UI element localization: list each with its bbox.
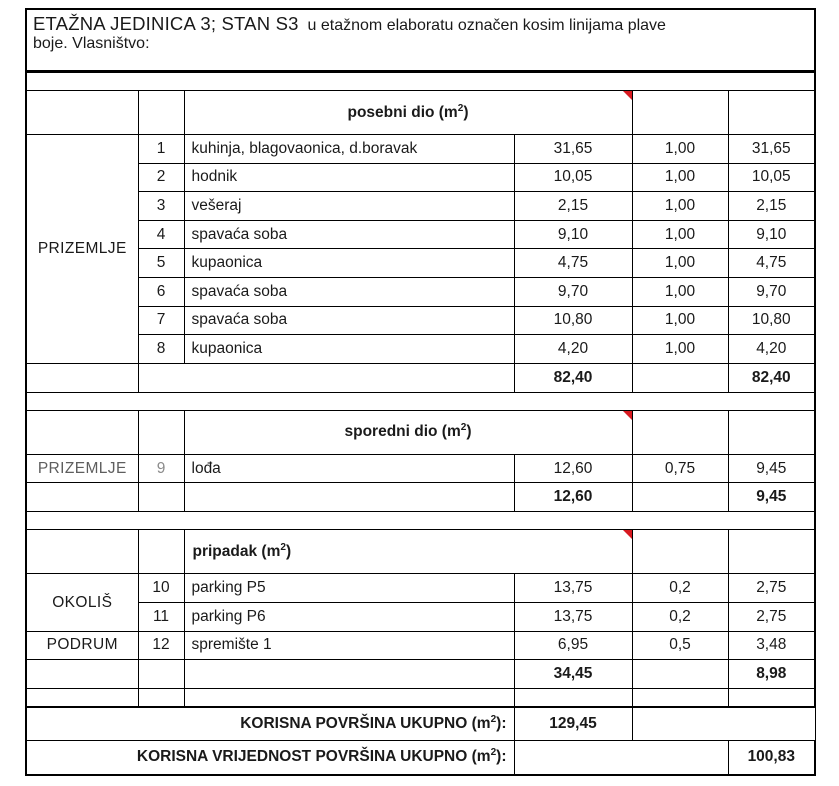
section-header-pad-left (26, 530, 138, 574)
total-area-pad (632, 707, 815, 741)
coefficient: 1,00 (632, 135, 728, 164)
section-header-pad-left (26, 91, 138, 135)
sum-weighted-area: 8,98 (728, 660, 815, 689)
sum-pad-num (138, 660, 184, 689)
section-header-pad-vrij (728, 530, 815, 574)
row-number: 12 (138, 631, 184, 660)
room-name: spremište 1 (184, 631, 514, 660)
weighted-area: 2,75 (728, 574, 815, 603)
spacer-row-top (26, 73, 815, 91)
spacer-row-3 (26, 689, 815, 707)
spacer-cell (26, 512, 815, 530)
sum-pad-name (138, 363, 514, 392)
section-header-pad-num (138, 410, 184, 454)
comment-flag-icon[interactable] (623, 530, 632, 539)
section-sum-pripadak (26, 660, 815, 689)
room-area: 4,20 (514, 335, 632, 364)
room-area: 4,75 (514, 249, 632, 278)
sum-pad-name (184, 660, 514, 689)
room-area: 31,65 (514, 135, 632, 164)
room-area: 10,05 (514, 163, 632, 192)
section-header-pad-vrij (728, 91, 815, 135)
sum-pad-left (26, 660, 138, 689)
total-value-pad (514, 741, 728, 775)
section-title-posebni-dio: posebni dio $(m^2)$ (184, 91, 632, 135)
coefficient: 1,00 (632, 306, 728, 335)
table-row (26, 631, 815, 660)
coefficient: 1,00 (632, 163, 728, 192)
section-sum-posebni-dio (26, 363, 815, 392)
total-row-korisna-povrsina (26, 707, 815, 741)
section-header-pad-vrij (728, 410, 815, 454)
table-row (26, 574, 815, 603)
comment-flag-icon[interactable] (623, 411, 632, 420)
section-header-pripadak (26, 530, 815, 574)
room-name: parking P5 (184, 574, 514, 603)
row-number: 4 (138, 220, 184, 249)
weighted-area: 2,75 (728, 602, 815, 631)
section-sum-sporedni-dio (26, 483, 815, 512)
sum-pad-koef (632, 483, 728, 512)
section-header-sporedni-dio (26, 410, 815, 454)
room-area: 6,95 (514, 631, 632, 660)
sum-area: 12,60 (514, 483, 632, 512)
room-name: kupaonica (184, 249, 514, 278)
unit-exponent: 2 (280, 541, 286, 553)
section-title-sporedni-dio: sporedni dio $(m^2)$ (184, 410, 632, 454)
weighted-area: 9,45 (728, 454, 815, 483)
coefficient: 1,00 (632, 277, 728, 306)
etaza-worksheet (25, 8, 814, 776)
total-area-value: 129,45 (514, 707, 632, 741)
room-area: 13,75 (514, 574, 632, 603)
sum-weighted-area: 82,40 (728, 363, 815, 392)
sum-pad-name (184, 483, 514, 512)
room-name: spavaća soba (184, 277, 514, 306)
coefficient: 1,00 (632, 335, 728, 364)
sum-pad-koef (632, 363, 728, 392)
weighted-area: 9,10 (728, 220, 815, 249)
room-area: 10,80 (514, 306, 632, 335)
unit-description: u etažnom elaboratu označen kosim linijama plave (307, 17, 666, 34)
total-row-korisna-vrijednost (26, 741, 815, 775)
weighted-area: 4,20 (728, 335, 815, 364)
floor-label-podrum: PODRUM (26, 631, 138, 660)
floor-label-prizemlje: PRIZEMLJE (26, 454, 138, 483)
table-row (26, 192, 815, 221)
spacer-cell (26, 392, 815, 410)
total-value-label: KORISNA VRIJEDNOST POVRŠINA UKUPNO $(m^2)$: (26, 741, 514, 775)
sum-area: 34,45 (514, 660, 632, 689)
table-row (26, 335, 815, 364)
room-name: kuhinja, blagovaonica, d.boravak (184, 135, 514, 164)
section-header-pad-koef (632, 530, 728, 574)
section-header-pad-num (138, 91, 184, 135)
coefficient: 1,00 (632, 192, 728, 221)
title-block-table (25, 8, 816, 72)
table-row (26, 163, 815, 192)
table-row (26, 454, 815, 483)
spacer-cell (514, 689, 632, 707)
room-area: 13,75 (514, 602, 632, 631)
room-area: 9,10 (514, 220, 632, 249)
room-name: spavaća soba (184, 220, 514, 249)
coefficient: 0,2 (632, 602, 728, 631)
room-name: parking P6 (184, 602, 514, 631)
section-header-pad-left (26, 410, 138, 454)
unit-exponent: 2 (490, 747, 497, 759)
document-title-cell (26, 9, 815, 71)
spacer-cell (26, 689, 138, 707)
weighted-area: 10,05 (728, 163, 815, 192)
row-number: 2 (138, 163, 184, 192)
sum-pad-left (26, 483, 138, 512)
row-number: 3 (138, 192, 184, 221)
table-row (26, 135, 815, 164)
ownership-line: boje. Vlasništvo: (33, 35, 150, 53)
row-number: 10 (138, 574, 184, 603)
coefficient: 1,00 (632, 249, 728, 278)
spacer-cell (26, 73, 815, 91)
table-row (26, 220, 815, 249)
room-name: kupaonica (184, 335, 514, 364)
coefficient: 0,5 (632, 631, 728, 660)
row-number: 9 (138, 454, 184, 483)
sum-pad-left (26, 363, 138, 392)
unit-exponent: 2 (460, 422, 467, 434)
spacer-cell (184, 689, 514, 707)
weighted-area: 3,48 (728, 631, 815, 660)
table-row (26, 306, 815, 335)
weighted-area: 9,70 (728, 277, 815, 306)
unit-designation: ETAŽNA JEDINICA 3; STAN S3 (33, 13, 299, 34)
coefficient: 0,75 (632, 454, 728, 483)
section-header-pad-koef (632, 410, 728, 454)
coefficient: 1,00 (632, 220, 728, 249)
total-value-value: 100,83 (728, 741, 815, 775)
sum-pad-num (138, 483, 184, 512)
section-header-pad-koef (632, 91, 728, 135)
floor-label-okolis: OKOLIŠ (26, 574, 138, 631)
table-row (26, 602, 815, 631)
weighted-area: 31,65 (728, 135, 815, 164)
row-number: 11 (138, 602, 184, 631)
coefficient: 0,2 (632, 574, 728, 603)
table-row (26, 277, 815, 306)
section-header-posebni-dio (26, 91, 815, 135)
spacer-cell (632, 689, 728, 707)
room-name: vešeraj (184, 192, 514, 221)
row-number: 6 (138, 277, 184, 306)
unit-exponent: 2 (457, 102, 464, 114)
row-number: 5 (138, 249, 184, 278)
room-area: 2,15 (514, 192, 632, 221)
room-area: 9,70 (514, 277, 632, 306)
unit-exponent: 2 (490, 713, 497, 725)
title-row (26, 9, 815, 71)
room-name: lođa (184, 454, 514, 483)
sum-pad-koef (632, 660, 728, 689)
spacer-row-1 (26, 392, 815, 410)
total-area-label: KORISNA POVRŠINA UKUPNO $(m^2)$: (26, 707, 514, 741)
row-number: 1 (138, 135, 184, 164)
row-number: 8 (138, 335, 184, 364)
spacer-cell (728, 689, 815, 707)
row-number: 7 (138, 306, 184, 335)
sum-weighted-area: 9,45 (728, 483, 815, 512)
weighted-area: 10,80 (728, 306, 815, 335)
spacer-row-2 (26, 512, 815, 530)
table-row (26, 249, 815, 278)
sum-area: 82,40 (514, 363, 632, 392)
section-title-pripadak: pripadak $(m^2)$ (184, 530, 632, 574)
weighted-area: 2,15 (728, 192, 815, 221)
floor-label-prizemlje: PRIZEMLJE (26, 135, 138, 364)
comment-flag-icon[interactable] (623, 91, 632, 100)
room-name: spavaća soba (184, 306, 514, 335)
room-area: 12,60 (514, 454, 632, 483)
room-name: hodnik (184, 163, 514, 192)
areas-table (25, 72, 816, 776)
section-header-pad-num (138, 530, 184, 574)
weighted-area: 4,75 (728, 249, 815, 278)
spacer-cell (138, 689, 184, 707)
